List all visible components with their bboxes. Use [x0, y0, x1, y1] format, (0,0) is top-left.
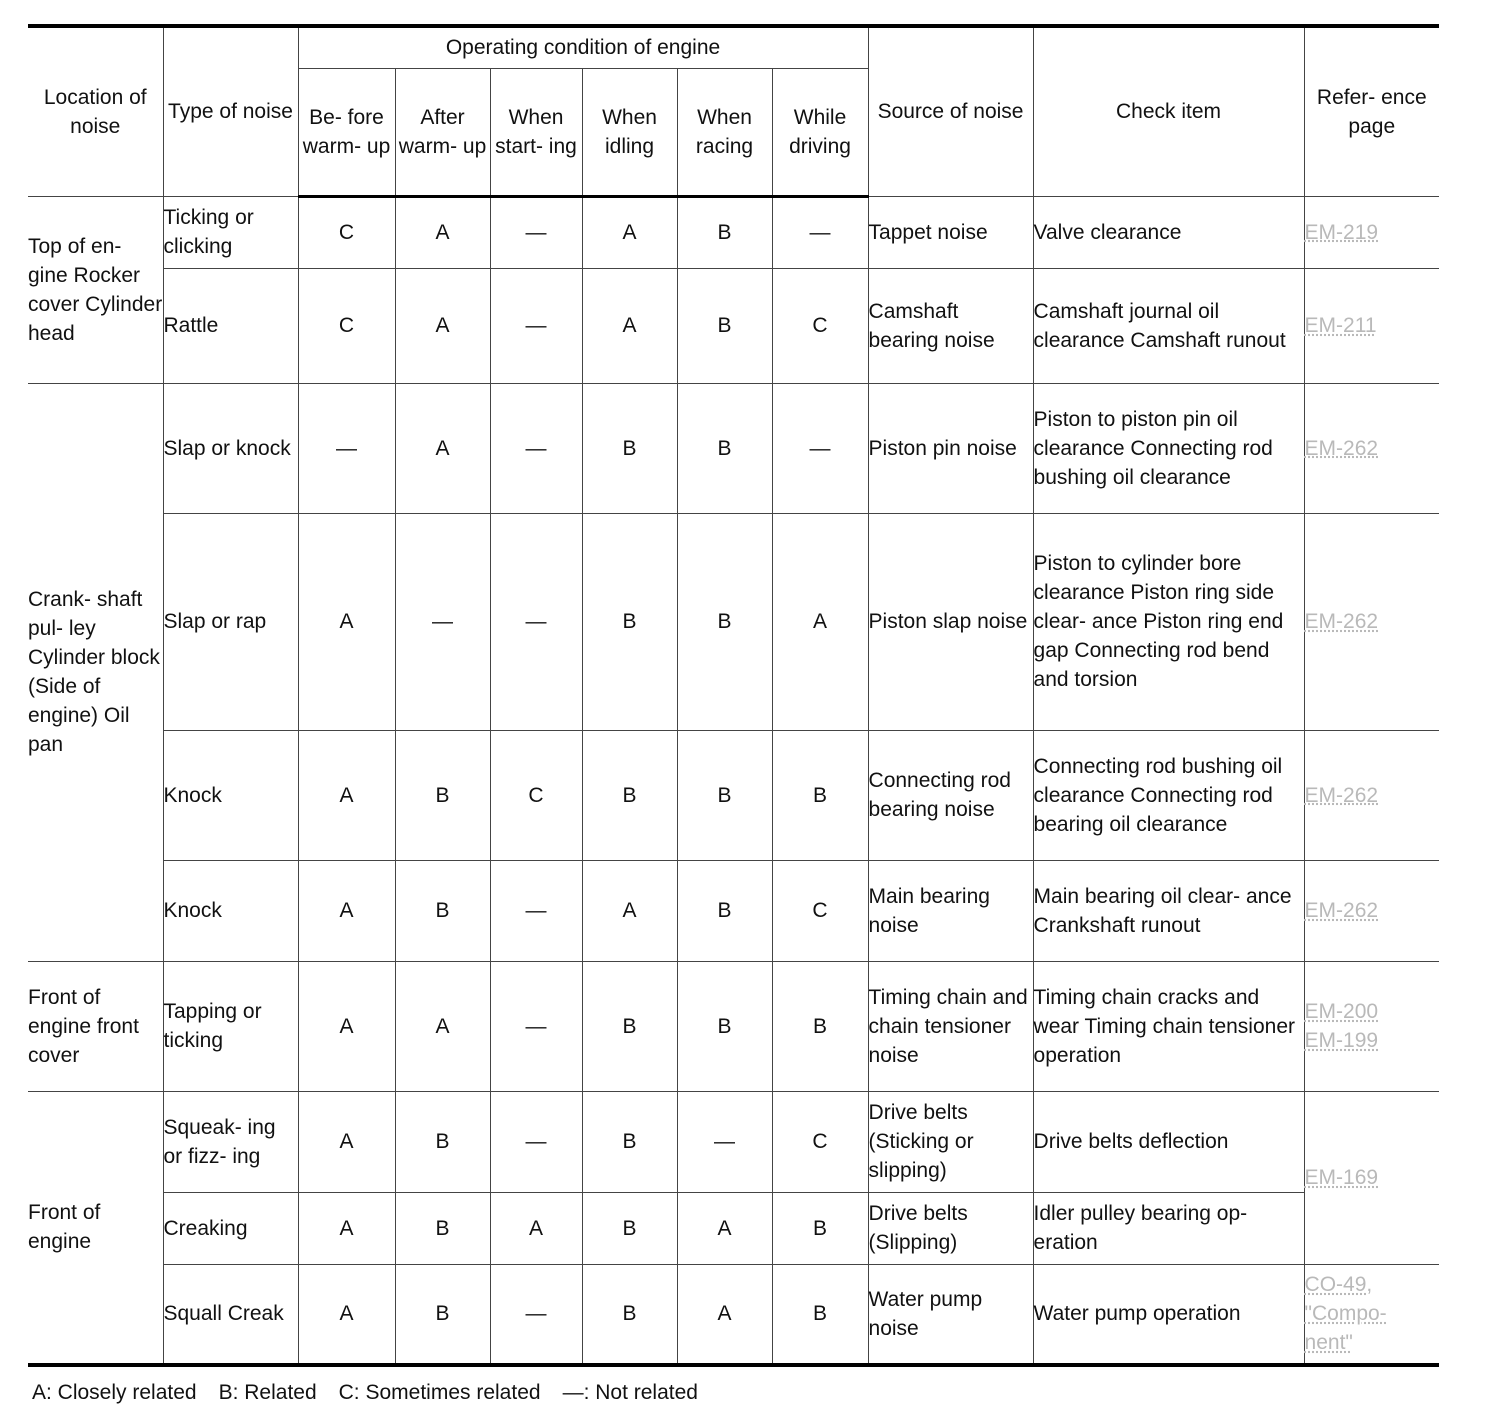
- source-cell: Connecting rod bearing noise: [868, 730, 1033, 860]
- header-when-idling: When idling: [582, 68, 677, 196]
- location-cell: Front of engine front cover: [28, 961, 163, 1091]
- check-cell: Main bearing oil clear- ance Crankshaft runout: [1033, 860, 1304, 961]
- check-cell: Drive belts deflection: [1033, 1091, 1304, 1192]
- legend-not-related: —: Not related: [562, 1381, 698, 1404]
- check-cell: Idler pulley bearing op- eration: [1033, 1192, 1304, 1264]
- check-cell: Piston to cylinder bore clearance Piston ring side clear- ance Piston ring end gap Connecting rod bend and torsion: [1033, 513, 1304, 730]
- value-cell: —: [772, 383, 868, 513]
- reference-cell: [1304, 961, 1439, 1091]
- value-cell: B: [677, 513, 772, 730]
- reference-link[interactable]: EM-169: [1304, 1166, 1379, 1189]
- table-row: [28, 383, 1439, 513]
- check-cell: Valve clearance: [1033, 196, 1304, 268]
- value-cell: B: [677, 961, 772, 1091]
- value-cell: C: [772, 1091, 868, 1192]
- reference-cell: [1304, 196, 1439, 268]
- location-cell: Crank- shaft pul- ley Cylinder block (Side of engine) Oil pan: [28, 383, 163, 961]
- value-cell: A: [298, 1091, 395, 1192]
- reference-link[interactable]: EM-200: [1304, 1000, 1379, 1023]
- reference-link[interactable]: EM-262: [1304, 783, 1379, 807]
- value-cell: —: [772, 196, 868, 268]
- value-cell: B: [582, 383, 677, 513]
- table-row: [28, 196, 1439, 268]
- value-cell: C: [490, 730, 582, 860]
- value-cell: B: [772, 1192, 868, 1264]
- value-cell: B: [772, 961, 868, 1091]
- header-reference-page: Refer- ence page: [1304, 26, 1439, 196]
- value-cell: B: [677, 860, 772, 961]
- header-when-racing: When racing: [677, 68, 772, 196]
- legend-closely-related: A: Closely related: [32, 1381, 197, 1404]
- type-cell: Knock: [163, 860, 298, 961]
- value-cell: B: [772, 730, 868, 860]
- value-cell: A: [490, 1192, 582, 1264]
- legend-related: B: Related: [218, 1381, 317, 1404]
- table-row: [28, 513, 1439, 730]
- table-row: [28, 961, 1439, 1091]
- value-cell: —: [490, 196, 582, 268]
- source-cell: Drive belts (Slipping): [868, 1192, 1033, 1264]
- value-cell: A: [677, 1264, 772, 1365]
- check-cell: Connecting rod bushing oil clearance Connecting rod bearing oil clearance: [1033, 730, 1304, 860]
- legend-sometimes-related: C: Sometimes related: [338, 1381, 541, 1404]
- value-cell: A: [298, 1192, 395, 1264]
- value-cell: B: [677, 268, 772, 383]
- source-cell: Tappet noise: [868, 196, 1033, 268]
- value-cell: B: [582, 961, 677, 1091]
- value-cell: A: [298, 860, 395, 961]
- reference-cell: [1304, 860, 1439, 961]
- value-cell: A: [395, 383, 490, 513]
- value-cell: B: [582, 730, 677, 860]
- value-cell: —: [677, 1091, 772, 1192]
- check-cell: Piston to piston pin oil clearance Connecting rod bushing oil clearance: [1033, 383, 1304, 513]
- type-cell: Ticking or clicking: [163, 196, 298, 268]
- check-cell: Water pump operation: [1033, 1264, 1304, 1365]
- table-row: [28, 1192, 1439, 1264]
- value-cell: B: [395, 730, 490, 860]
- source-cell: Water pump noise: [868, 1264, 1033, 1365]
- value-cell: —: [490, 860, 582, 961]
- value-cell: —: [490, 1091, 582, 1192]
- value-cell: B: [582, 1264, 677, 1365]
- source-cell: Main bearing noise: [868, 860, 1033, 961]
- header-operating-condition: Operating condition of engine: [298, 26, 868, 68]
- check-cell: Camshaft journal oil clearance Camshaft runout: [1033, 268, 1304, 383]
- value-cell: A: [582, 268, 677, 383]
- source-cell: Camshaft bearing noise: [868, 268, 1033, 383]
- value-cell: A: [395, 961, 490, 1091]
- reference-cell: [1304, 730, 1439, 860]
- table-row: [28, 860, 1439, 961]
- value-cell: —: [490, 961, 582, 1091]
- header-while-driving: While driving: [772, 68, 868, 196]
- type-cell: Squall Creak: [163, 1264, 298, 1365]
- value-cell: B: [772, 1264, 868, 1365]
- value-cell: B: [395, 1091, 490, 1192]
- source-cell: Piston slap noise: [868, 513, 1033, 730]
- value-cell: A: [298, 961, 395, 1091]
- value-cell: C: [772, 268, 868, 383]
- value-cell: —: [490, 1264, 582, 1365]
- value-cell: A: [298, 1264, 395, 1365]
- value-cell: A: [298, 513, 395, 730]
- engine-noise-table: [28, 24, 1439, 1367]
- value-cell: A: [772, 513, 868, 730]
- source-cell: Piston pin noise: [868, 383, 1033, 513]
- value-cell: A: [677, 1192, 772, 1264]
- value-cell: —: [490, 383, 582, 513]
- header-before-warmup: Be- fore warm- up: [298, 68, 395, 196]
- reference-link[interactable]: EM-262: [1304, 436, 1379, 460]
- reference-link[interactable]: EM-262: [1304, 899, 1379, 922]
- value-cell: —: [395, 513, 490, 730]
- value-cell: B: [677, 383, 772, 513]
- value-cell: B: [582, 1091, 677, 1192]
- value-cell: A: [298, 730, 395, 860]
- source-cell: Drive belts (Sticking or slipping): [868, 1091, 1033, 1192]
- value-cell: B: [395, 860, 490, 961]
- reference-cell: [1304, 1091, 1439, 1264]
- type-cell: Creaking: [163, 1192, 298, 1264]
- value-cell: B: [582, 1192, 677, 1264]
- value-cell: —: [490, 513, 582, 730]
- header-source: Source of noise: [868, 26, 1033, 196]
- header-location: Location of noise: [28, 26, 163, 196]
- reference-cell: [1304, 513, 1439, 730]
- reference-link[interactable]: CO-49, "Compo- nent": [1304, 1273, 1387, 1355]
- table-row: [28, 268, 1439, 383]
- type-cell: Slap or knock: [163, 383, 298, 513]
- table-row: [28, 730, 1439, 860]
- value-cell: A: [582, 860, 677, 961]
- value-cell: B: [395, 1192, 490, 1264]
- reference-link[interactable]: EM-219: [1304, 220, 1379, 244]
- reference-link[interactable]: EM-199: [1304, 1029, 1379, 1052]
- reference-cell: [1304, 1264, 1439, 1365]
- header-type: Type of noise: [163, 26, 298, 196]
- value-cell: A: [582, 196, 677, 268]
- legend: [32, 1379, 720, 1407]
- table-row: [28, 1264, 1439, 1365]
- value-cell: B: [677, 730, 772, 860]
- type-cell: Slap or rap: [163, 513, 298, 730]
- type-cell: Rattle: [163, 268, 298, 383]
- reference-link[interactable]: EM-211: [1304, 314, 1377, 337]
- reference-cell: [1304, 268, 1439, 383]
- header-after-warmup: After warm- up: [395, 68, 490, 196]
- value-cell: —: [490, 268, 582, 383]
- table-row: [28, 1091, 1439, 1192]
- value-cell: C: [298, 268, 395, 383]
- value-cell: A: [395, 268, 490, 383]
- type-cell: Squeak- ing or fizz- ing: [163, 1091, 298, 1192]
- value-cell: C: [772, 860, 868, 961]
- value-cell: A: [395, 196, 490, 268]
- location-cell: Top of en- gine Rocker cover Cylinder head: [28, 196, 163, 383]
- check-cell: Timing chain cracks and wear Timing chain tensioner operation: [1033, 961, 1304, 1091]
- reference-link[interactable]: EM-262: [1304, 610, 1379, 633]
- type-cell: Knock: [163, 730, 298, 860]
- value-cell: B: [395, 1264, 490, 1365]
- type-cell: Tapping or ticking: [163, 961, 298, 1091]
- value-cell: B: [582, 513, 677, 730]
- location-cell: Front of engine: [28, 1091, 163, 1365]
- header-check-item: Check item: [1033, 26, 1304, 196]
- source-cell: Timing chain and chain tensioner noise: [868, 961, 1033, 1091]
- value-cell: B: [677, 196, 772, 268]
- reference-cell: [1304, 383, 1439, 513]
- value-cell: C: [298, 196, 395, 268]
- header-when-starting: When start- ing: [490, 68, 582, 196]
- value-cell: —: [298, 383, 395, 513]
